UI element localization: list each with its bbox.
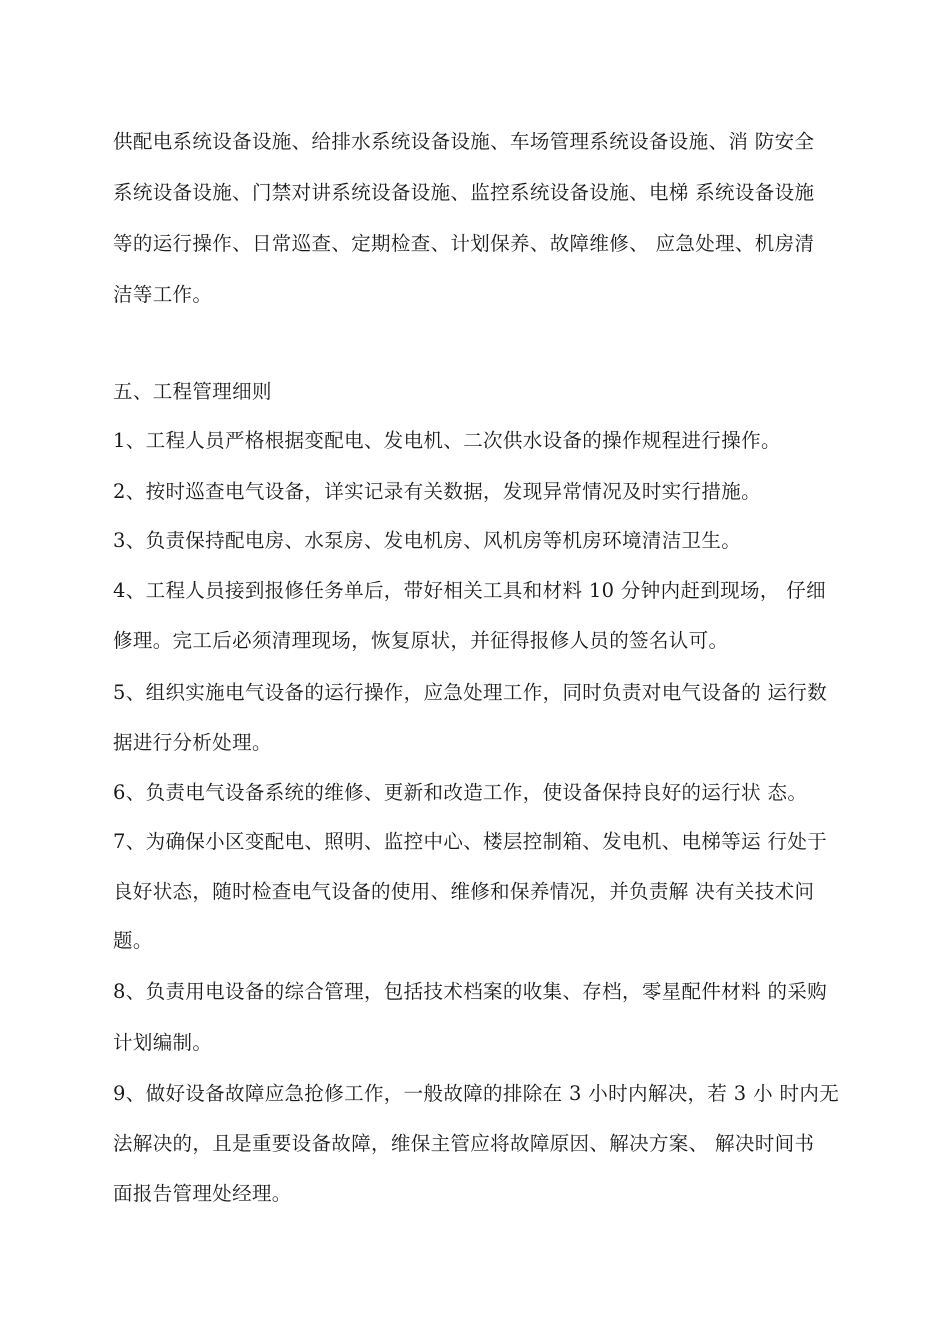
rule-line: 5、组织实施电气设备的运行操作，应急处理工作，同时负责对电气设备的 运行数 [113,681,828,704]
rule-line: 良好状态，随时检查电气设备的使用、维修和保养情况，并负责解 决有关技术问 [113,880,815,903]
rule-line: 2、按时巡查电气设备，详实记录有关数据，发现异常情况及时实行措施。 [113,480,761,503]
section-heading: 五、工程管理细则 [113,380,272,403]
rule-line: 6、负责电气设备系统的维修、更新和改造工作，使设备保持良好的运行状 态。 [113,781,808,804]
rule-line: 修理。完工后必须清理现场，恢复原状，并征得报修人员的签名认可。 [113,629,729,652]
rule-line: 7、为确保小区变配电、照明、监控中心、楼层控制箱、发电机、电梯等运 行处于 [113,830,828,853]
intro-line: 等的运行操作、日常巡查、定期检查、计划保养、故障维修、 应急处理、机房清 [113,232,815,255]
intro-line: 供配电系统设备设施、给排水系统设备设施、车场管理系统设备设施、消 防安全 [113,130,815,153]
intro-line: 洁等工作。 [113,283,213,306]
rule-line: 3、负责保持配电房、水泵房、发电机房、风机房等机房环境清洁卫生。 [113,529,742,552]
rule-line: 1、工程人员严格根据变配电、发电机、二次供水设备的操作规程进行操作。 [113,429,781,452]
rule-line: 计划编制。 [113,1031,213,1054]
intro-line: 系统设备设施、门禁对讲系统设备设施、监控系统设备设施、电梯 系统设备设施 [113,181,815,204]
rule-line: 面报告管理处经理。 [113,1182,292,1205]
rule-line: 题。 [113,929,153,952]
rule-line: 4、工程人员接到报修任务单后，带好相关工具和材料 10 分钟内赶到现场， 仔细 [113,579,826,602]
rule-line: 法解决的，且是重要设备故障，维保主管应将故障原因、解决方案、 解决时间书 [113,1132,815,1155]
rule-line: 据进行分析处理。 [113,731,272,754]
rule-line: 9、做好设备故障应急抢修工作，一般故障的排除在 3 小时内解决，若 3 小 时内无 [113,1082,840,1105]
rule-line: 8、负责用电设备的综合管理，包括技术档案的收集、存档，零星配件材料 的采购 [113,980,828,1003]
